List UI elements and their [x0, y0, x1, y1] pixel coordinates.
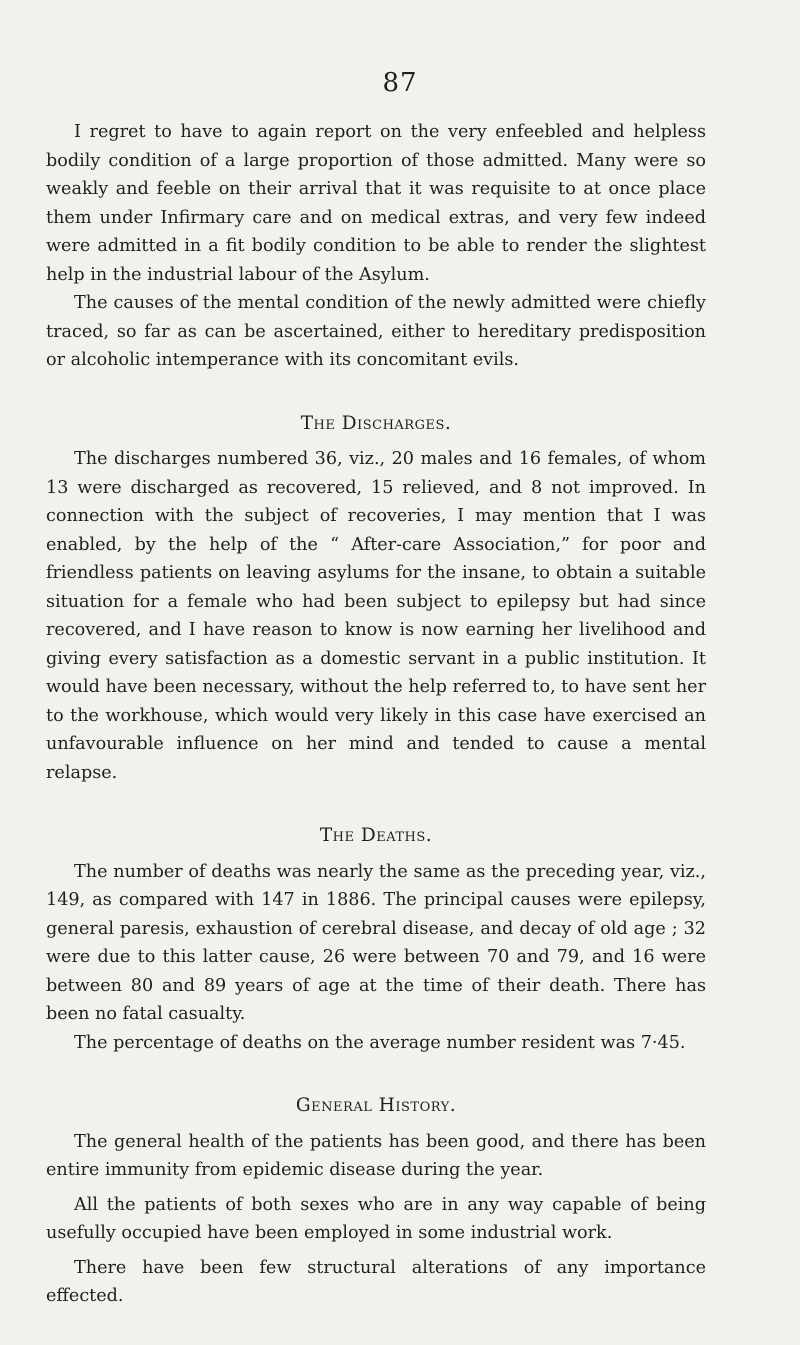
deaths-paragraph-1: The number of deaths was nearly the same as the preceding year, viz., 149, as compared with 147 in 1886. The principal causes were epilepsy, general paresis, exhaustion of cerebral disease, and decay of old age ; 32 were due to this latter cause, 26 were between 70 and 79, and 16 were between 80 and 89 years of age at the time of their death. There has been no fatal casualty. [46, 861, 706, 1024]
discharges-paragraph-1: The discharges numbered 36, viz., 20 males and 16 females, of whom 13 were discharged as recovered, 15 relieved, and 8 not improved. In connection with the subject of recoveries, I may mention that I was enabled, by the help of the “ After-care Association,” for poor and friendless patients on leaving asylums for the insane, to obtain a suitable situation for a female who had been subject to epilepsy but had since recovered, and I have reason to know is now earning her livelihood and giving every satisfaction as a domestic servant in a public institution. It would have been necessary, without the help referred to, to have sent her to the workhouse, which would very likely in this case have exercised an unfavourable influence on her mind and tended to cause a mental relapse. [46, 449, 706, 783]
intro-paragraph-2: The causes of the mental condition of the newly admitted were chiefly traced, so far as can be ascertained, either to hereditary predisposition or alcoholic intemperance with its concomitant evils. [46, 293, 706, 370]
page-number: 87 [382, 68, 418, 98]
general-history-paragraph-1: The general health of the patients has been good, and there has been entire immunity from epidemic disease during the year. [46, 1131, 706, 1180]
intro-paragraph-1: I regret to have to again report on the very enfeebled and helpless bodily condition of a large proportion of those admitted. Many were so weakly and feeble on their arrival that it was requisite to at once place them under Infirmary care and on medical extras, and very few indeed were admitted in a fit bodily condition to be able to render the slightest help in the industrial labour of the Asylum. [46, 122, 706, 285]
general-history-paragraph-3: There have been few structural alterations of any importance effected. [46, 1257, 706, 1306]
section-heading-deaths: The Deaths. [319, 825, 433, 846]
deaths-paragraph-2: The percentage of deaths on the average number resident was 7·45. [74, 1032, 686, 1053]
general-history-paragraph-2: All the patients of both sexes who are in any way capable of being usefully occupied have been employed in some industrial work. [46, 1194, 706, 1243]
section-heading-general-history: General History. [295, 1095, 457, 1116]
section-heading-discharges: The Discharges. [300, 412, 452, 434]
page-body [46, 118, 706, 1311]
